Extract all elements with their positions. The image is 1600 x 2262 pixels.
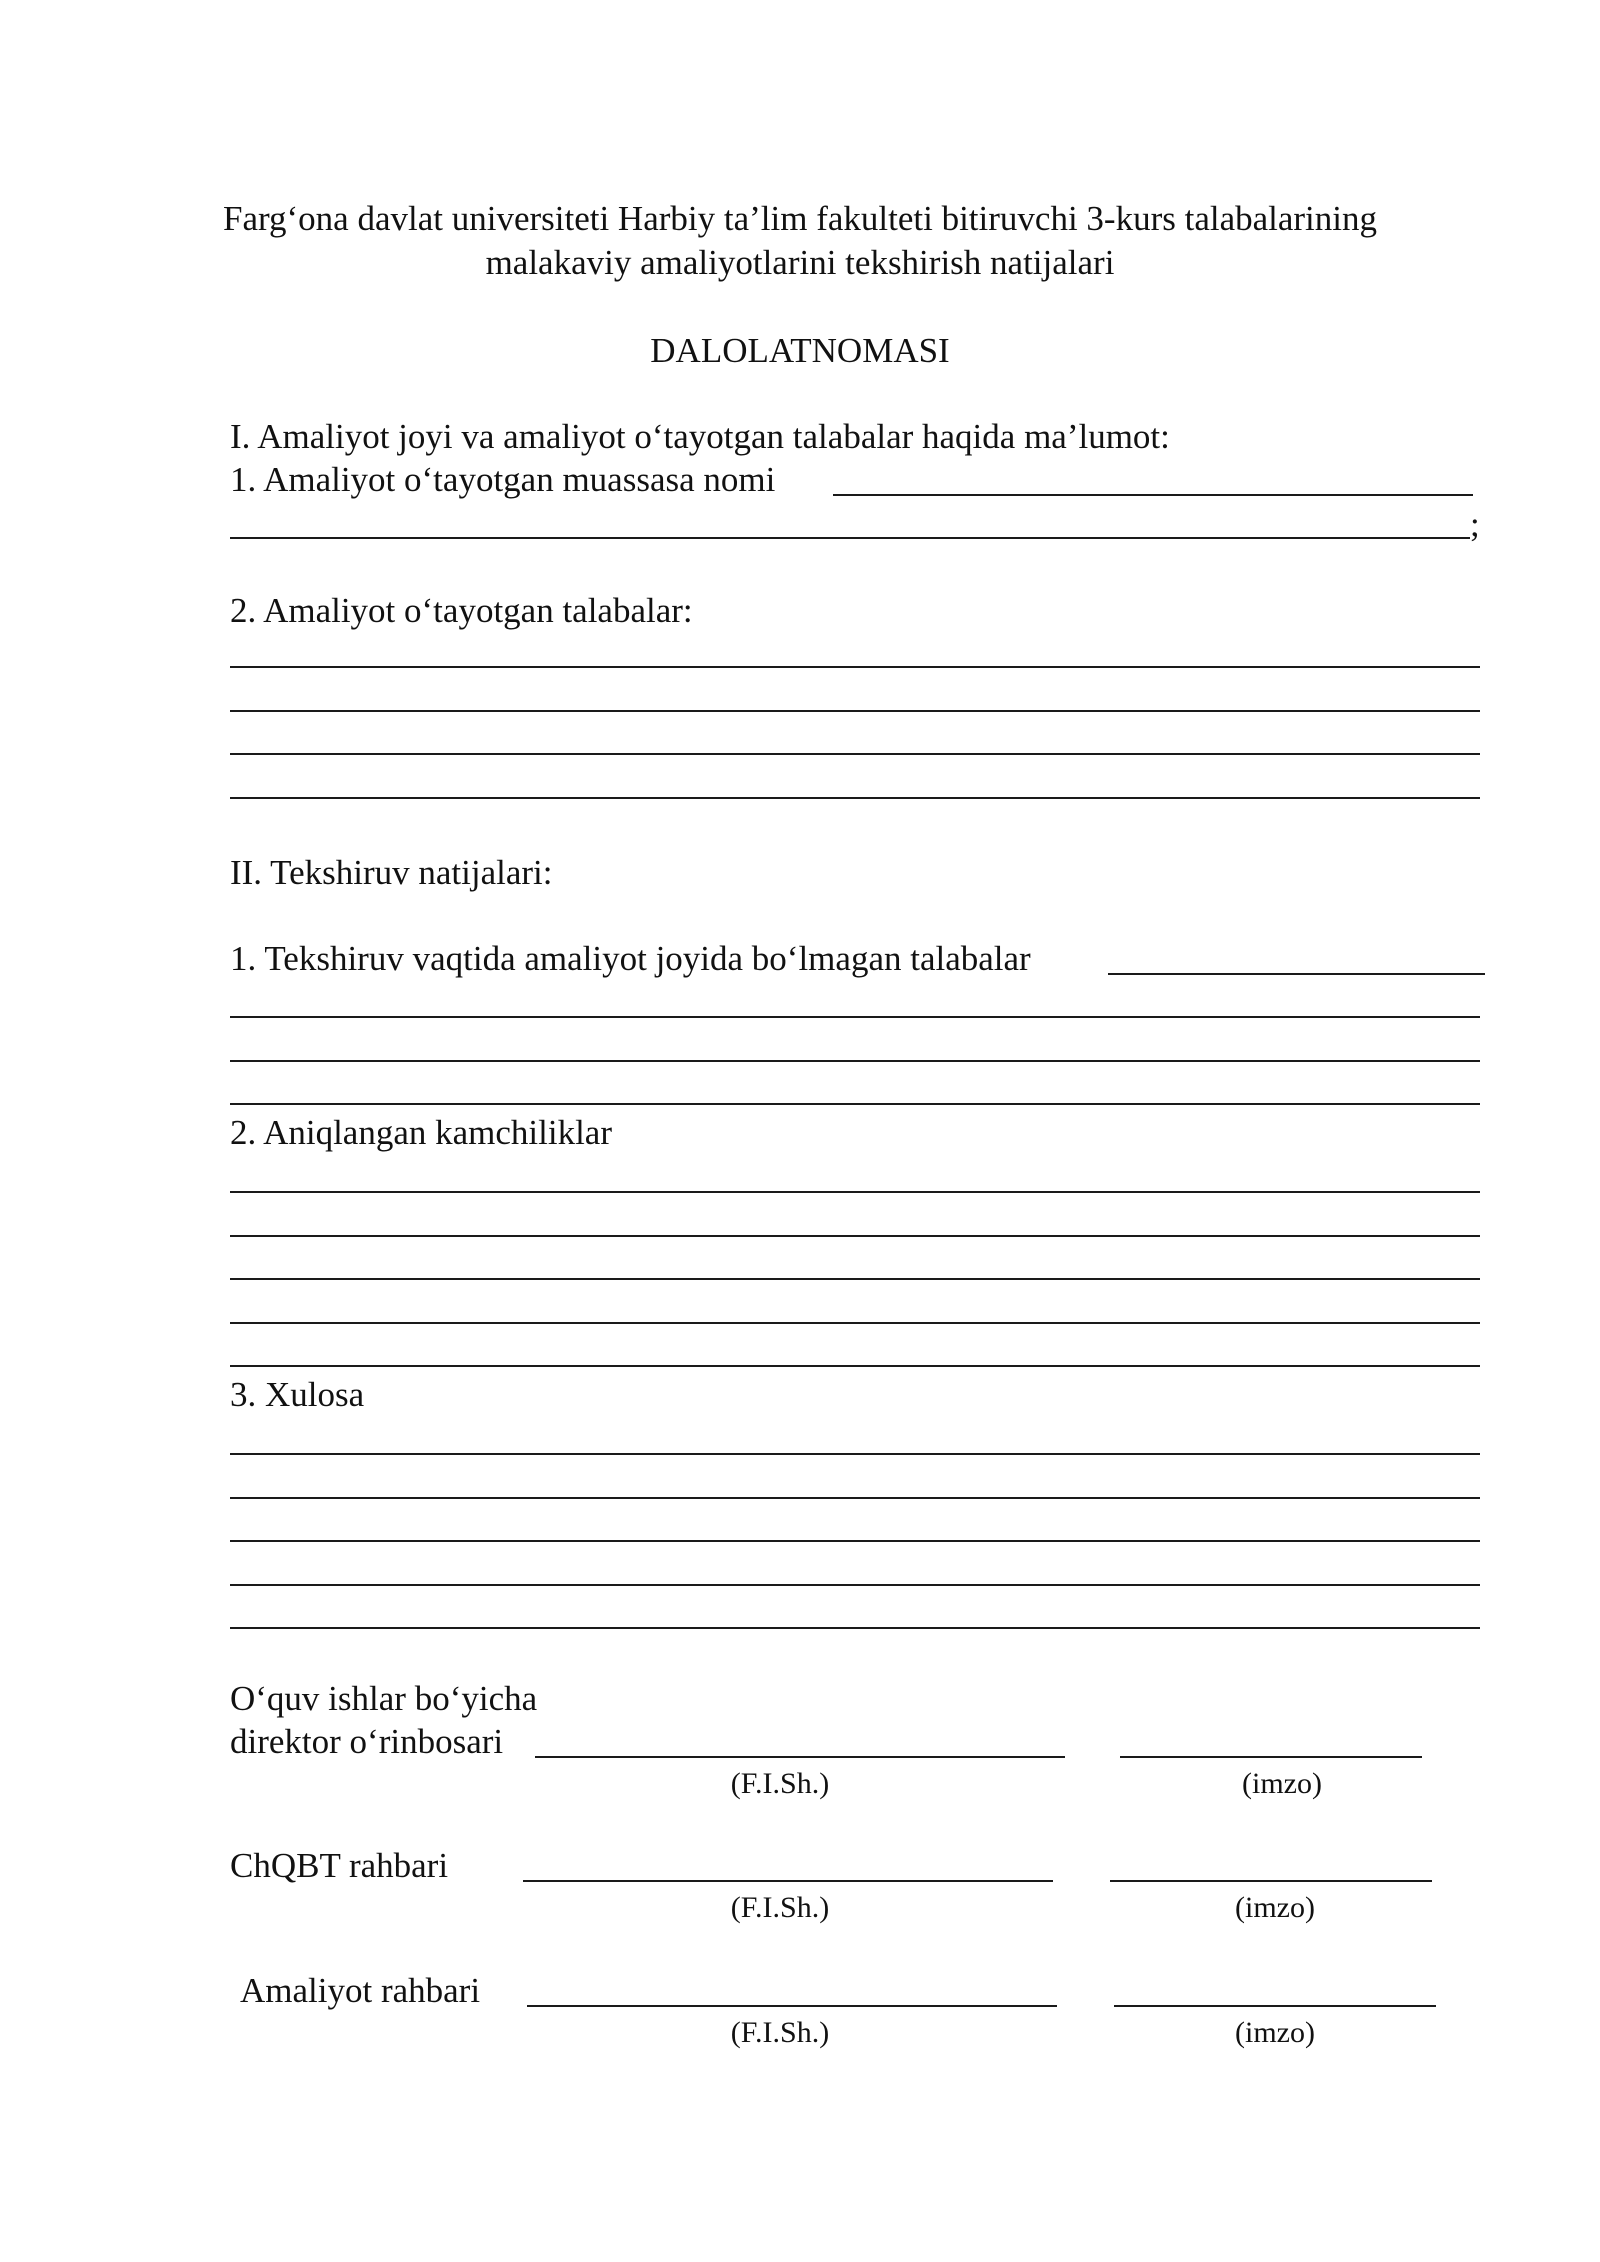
deputy-director-label-line2: direktor o‘rinbosari [230, 1722, 504, 1761]
students-field-line[interactable] [230, 797, 1480, 799]
absent-students-field-line[interactable] [230, 1060, 1480, 1062]
conclusion-label: 3. Xulosa [230, 1375, 365, 1414]
practice-supervisor-name-field[interactable] [527, 2005, 1057, 2007]
section2-heading: II. Tekshiruv natijalari: [230, 853, 553, 892]
deficiencies-field-line[interactable] [230, 1365, 1480, 1367]
section1-heading: I. Amaliyot joyi va amaliyot o‘tayotgan talabalar haqida ma’lumot: [230, 417, 1170, 456]
fish-caption: (F.I.Sh.) [730, 1891, 830, 1924]
students-field-line[interactable] [230, 753, 1480, 755]
fish-caption: (F.I.Sh.) [730, 2016, 830, 2049]
institution-name-field-line2[interactable] [230, 537, 1470, 539]
deputy-director-name-field[interactable] [535, 1756, 1065, 1758]
practice-supervisor-label: Amaliyot rahbari [240, 1971, 481, 2010]
absent-students-label: 1. Tekshiruv vaqtida amaliyot joyida bo‘lmagan talabalar [230, 939, 1031, 978]
absent-students-field[interactable] [1108, 973, 1485, 975]
students-field-line[interactable] [230, 666, 1480, 668]
deficiencies-field-line[interactable] [230, 1191, 1480, 1193]
conclusion-field-line[interactable] [230, 1540, 1480, 1542]
conclusion-field-line[interactable] [230, 1584, 1480, 1586]
absent-students-field-line[interactable] [230, 1103, 1480, 1105]
deficiencies-field-line[interactable] [230, 1278, 1480, 1280]
conclusion-field-line[interactable] [230, 1497, 1480, 1499]
chqbt-head-name-field[interactable] [523, 1880, 1053, 1882]
institution-name-label: 1. Amaliyot o‘tayotgan muassasa nomi [230, 460, 776, 499]
institution-name-terminator: ; [1470, 505, 1480, 544]
imzo-caption: (imzo) [1235, 2016, 1315, 2049]
institution-name-field[interactable] [833, 494, 1473, 496]
imzo-caption: (imzo) [1242, 1767, 1322, 1800]
deficiencies-field-line[interactable] [230, 1322, 1480, 1324]
practice-supervisor-signature-field[interactable] [1114, 2005, 1436, 2007]
deputy-director-label-line1: O‘quv ishlar bo‘yicha [230, 1679, 538, 1718]
chqbt-head-signature-field[interactable] [1110, 1880, 1432, 1882]
deputy-director-signature-field[interactable] [1120, 1756, 1422, 1758]
chqbt-head-label: ChQBT rahbari [230, 1846, 449, 1885]
students-label: 2. Amaliyot o‘tayotgan talabalar: [230, 591, 693, 630]
students-field-line[interactable] [230, 710, 1480, 712]
imzo-caption: (imzo) [1235, 1891, 1315, 1924]
deficiencies-field-line[interactable] [230, 1235, 1480, 1237]
document-title-line1: Farg‘ona davlat universiteti Harbiy ta’lim fakulteti bitiruvchi 3-kurs talabalarining [222, 199, 1378, 238]
conclusion-field-line[interactable] [230, 1453, 1480, 1455]
document-type-heading: DALOLATNOMASI [650, 331, 950, 370]
fish-caption: (F.I.Sh.) [730, 1767, 830, 1800]
document-title-line2: malakaviy amaliyotlarini tekshirish natijalari [485, 243, 1115, 282]
conclusion-field-line[interactable] [230, 1627, 1480, 1629]
deficiencies-label: 2. Aniqlangan kamchiliklar [230, 1113, 612, 1152]
absent-students-field-line[interactable] [230, 1016, 1480, 1018]
